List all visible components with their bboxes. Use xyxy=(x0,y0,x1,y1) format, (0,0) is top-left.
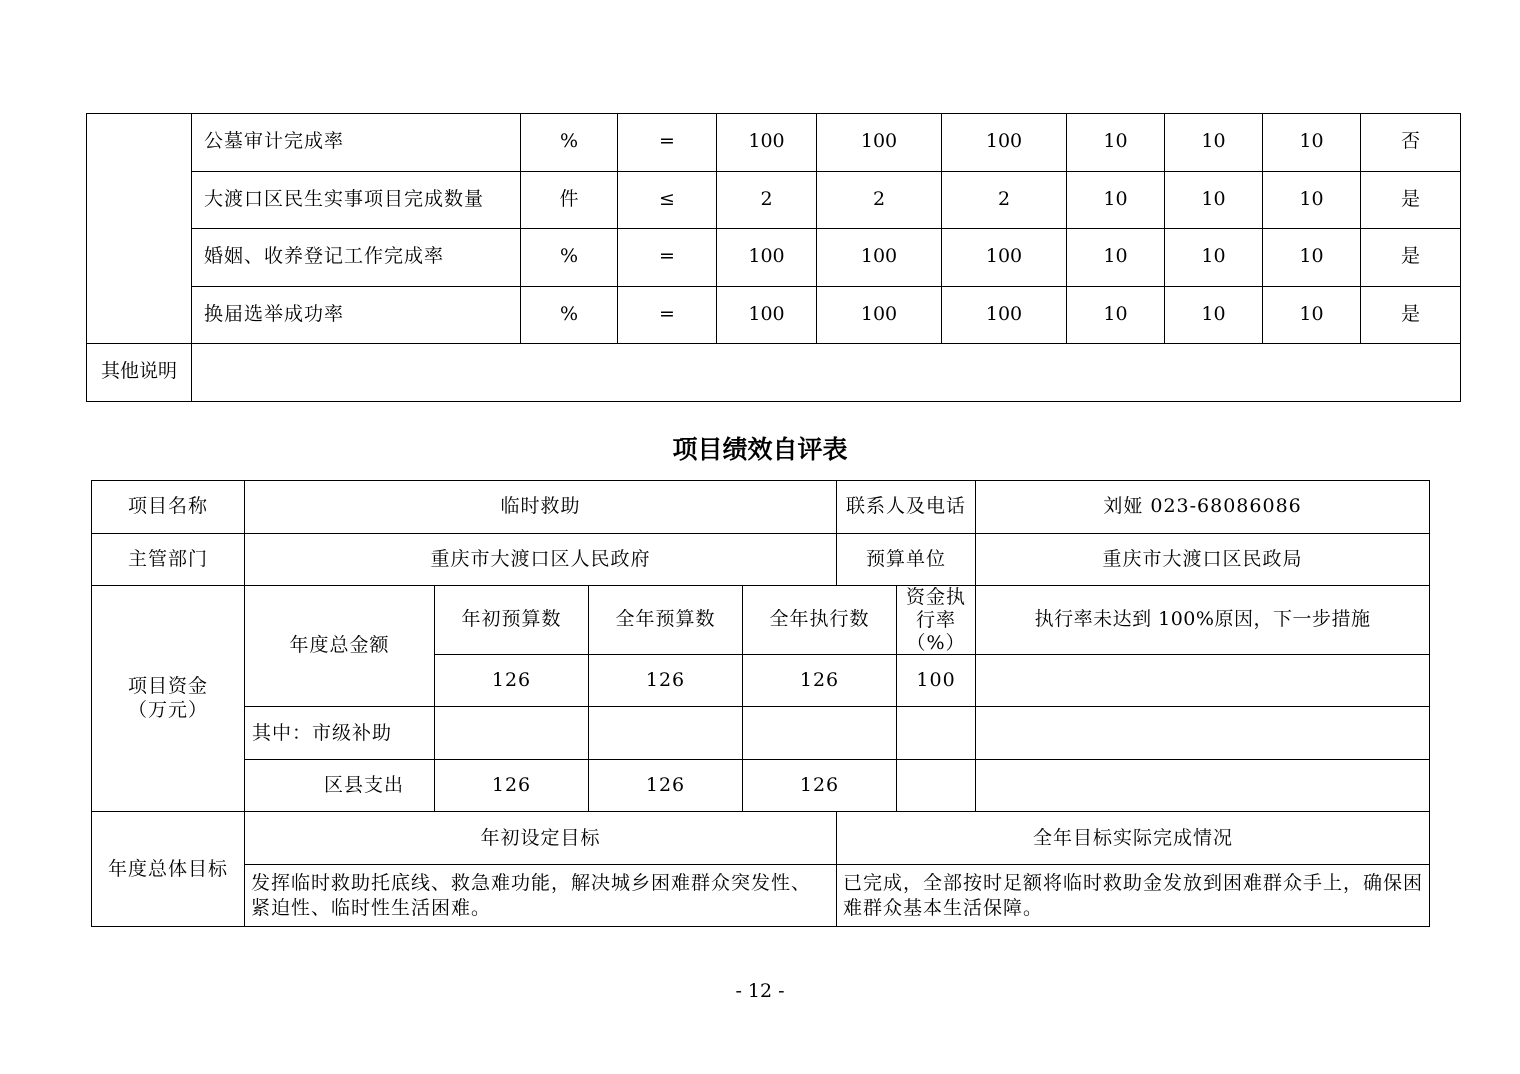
county-reason xyxy=(976,760,1430,812)
col-reason: 执行率未达到 100%原因，下一步措施 xyxy=(976,586,1430,655)
indicator-score: 10 xyxy=(1263,286,1361,344)
goal-actual-text: 已完成，全部按时足额将临时救助金发放到困难群众手上，确保困难群众基本生活保障。 xyxy=(837,865,1430,927)
budget-unit-label: 预算单位 xyxy=(837,534,976,586)
indicator-value: 100 xyxy=(717,114,817,172)
table-row xyxy=(87,171,1461,229)
indicator-score: 10 xyxy=(1165,286,1263,344)
goal-set-header: 年初设定目标 xyxy=(245,812,837,865)
indicator-op: = xyxy=(618,286,717,344)
total-initial: 126 xyxy=(435,655,589,707)
county-initial: 126 xyxy=(435,760,589,812)
indicator-value: 100 xyxy=(942,286,1067,344)
indicator-name: 公墓审计完成率 xyxy=(192,114,521,172)
indicator-score: 10 xyxy=(1165,171,1263,229)
county-exec: 126 xyxy=(743,760,897,812)
indicator-name: 换届选举成功率 xyxy=(192,286,521,344)
indicator-score: 10 xyxy=(1263,229,1361,287)
indicator-flag: 是 xyxy=(1361,286,1461,344)
indicator-op: = xyxy=(618,114,717,172)
indicator-flag: 否 xyxy=(1361,114,1461,172)
indicator-value: 100 xyxy=(942,114,1067,172)
indicator-score: 10 xyxy=(1067,114,1165,172)
city-initial xyxy=(435,707,589,760)
table-row xyxy=(92,865,1430,927)
contact-value: 刘娅 023-68086086 xyxy=(976,481,1430,534)
project-name: 临时救助 xyxy=(245,481,837,534)
indicator-op: ≤ xyxy=(618,171,717,229)
indicator-score: 10 xyxy=(1067,171,1165,229)
col-rate-line1: 资金执行率 xyxy=(906,586,967,631)
indicator-score: 10 xyxy=(1067,286,1165,344)
other-notes-value xyxy=(192,344,1461,402)
other-notes-label: 其他说明 xyxy=(87,344,192,402)
table-row xyxy=(92,481,1430,534)
table-row xyxy=(92,812,1430,865)
total-rate: 100 xyxy=(897,655,976,707)
city-subsidy-label: 其中：市级补助 xyxy=(245,707,435,760)
total-exec: 126 xyxy=(743,655,897,707)
indicator-unit: % xyxy=(521,114,618,172)
total-amount-label: 年度总金额 xyxy=(245,586,435,707)
contact-label: 联系人及电话 xyxy=(837,481,976,534)
indicator-flag: 是 xyxy=(1361,229,1461,287)
indicator-value: 100 xyxy=(817,229,942,287)
funds-label-line2: （万元） xyxy=(127,698,208,721)
city-rate xyxy=(897,707,976,760)
total-annual: 126 xyxy=(589,655,743,707)
page-number: - 12 - xyxy=(735,980,785,1002)
table-row xyxy=(92,707,1430,760)
indicator-value: 100 xyxy=(942,229,1067,287)
page-title: 项目绩效自评表 xyxy=(672,435,848,464)
table-row xyxy=(92,534,1430,586)
indicator-score: 10 xyxy=(1263,171,1361,229)
county-annual: 126 xyxy=(589,760,743,812)
indicator-value: 100 xyxy=(817,286,942,344)
indicator-op: = xyxy=(618,229,717,287)
indicator-value: 2 xyxy=(817,171,942,229)
table-row xyxy=(92,586,1430,655)
total-reason xyxy=(976,655,1430,707)
city-annual xyxy=(589,707,743,760)
table-row xyxy=(87,229,1461,287)
table-row xyxy=(92,760,1430,812)
table-row xyxy=(87,286,1461,344)
annual-goal-label: 年度总体目标 xyxy=(92,812,245,927)
col-annual-budget: 全年预算数 xyxy=(589,586,743,655)
goal-set-text: 发挥临时救助托底线、救急难功能，解决城乡困难群众突发性、紧迫性、临时性生活困难。 xyxy=(245,865,837,927)
indicator-score: 10 xyxy=(1067,229,1165,287)
indicator-score: 10 xyxy=(1165,229,1263,287)
table-row xyxy=(87,114,1461,172)
city-reason xyxy=(976,707,1430,760)
budget-unit-value: 重庆市大渡口区民政局 xyxy=(976,534,1430,586)
col-execution-rate xyxy=(897,586,976,655)
indicator-name: 大渡口区民生实事项目完成数量 xyxy=(192,171,521,229)
county-label: 区县支出 xyxy=(245,760,435,812)
indicator-flag: 是 xyxy=(1361,171,1461,229)
project-name-label: 项目名称 xyxy=(92,481,245,534)
funds-label-line1: 项目资金 xyxy=(127,674,208,697)
city-exec xyxy=(743,707,897,760)
dept-value: 重庆市大渡口区人民政府 xyxy=(245,534,837,586)
category-cell xyxy=(87,114,192,344)
indicator-table xyxy=(86,113,1461,402)
indicator-unit: % xyxy=(521,229,618,287)
indicator-name: 婚姻、收养登记工作完成率 xyxy=(192,229,521,287)
indicator-value: 2 xyxy=(942,171,1067,229)
evaluation-table xyxy=(91,480,1430,927)
indicator-score: 10 xyxy=(1165,114,1263,172)
col-annual-execution: 全年执行数 xyxy=(743,586,897,655)
indicator-unit: 件 xyxy=(521,171,618,229)
dept-label: 主管部门 xyxy=(92,534,245,586)
indicator-value: 100 xyxy=(817,114,942,172)
col-rate-line2: （%） xyxy=(906,631,966,654)
indicator-value: 100 xyxy=(717,229,817,287)
indicator-value: 2 xyxy=(717,171,817,229)
indicator-unit: % xyxy=(521,286,618,344)
indicator-value: 100 xyxy=(717,286,817,344)
indicator-score: 10 xyxy=(1263,114,1361,172)
goal-actual-header: 全年目标实际完成情况 xyxy=(837,812,1430,865)
funds-label xyxy=(92,586,245,812)
county-rate xyxy=(897,760,976,812)
col-initial-budget: 年初预算数 xyxy=(435,586,589,655)
table-row xyxy=(87,344,1461,402)
